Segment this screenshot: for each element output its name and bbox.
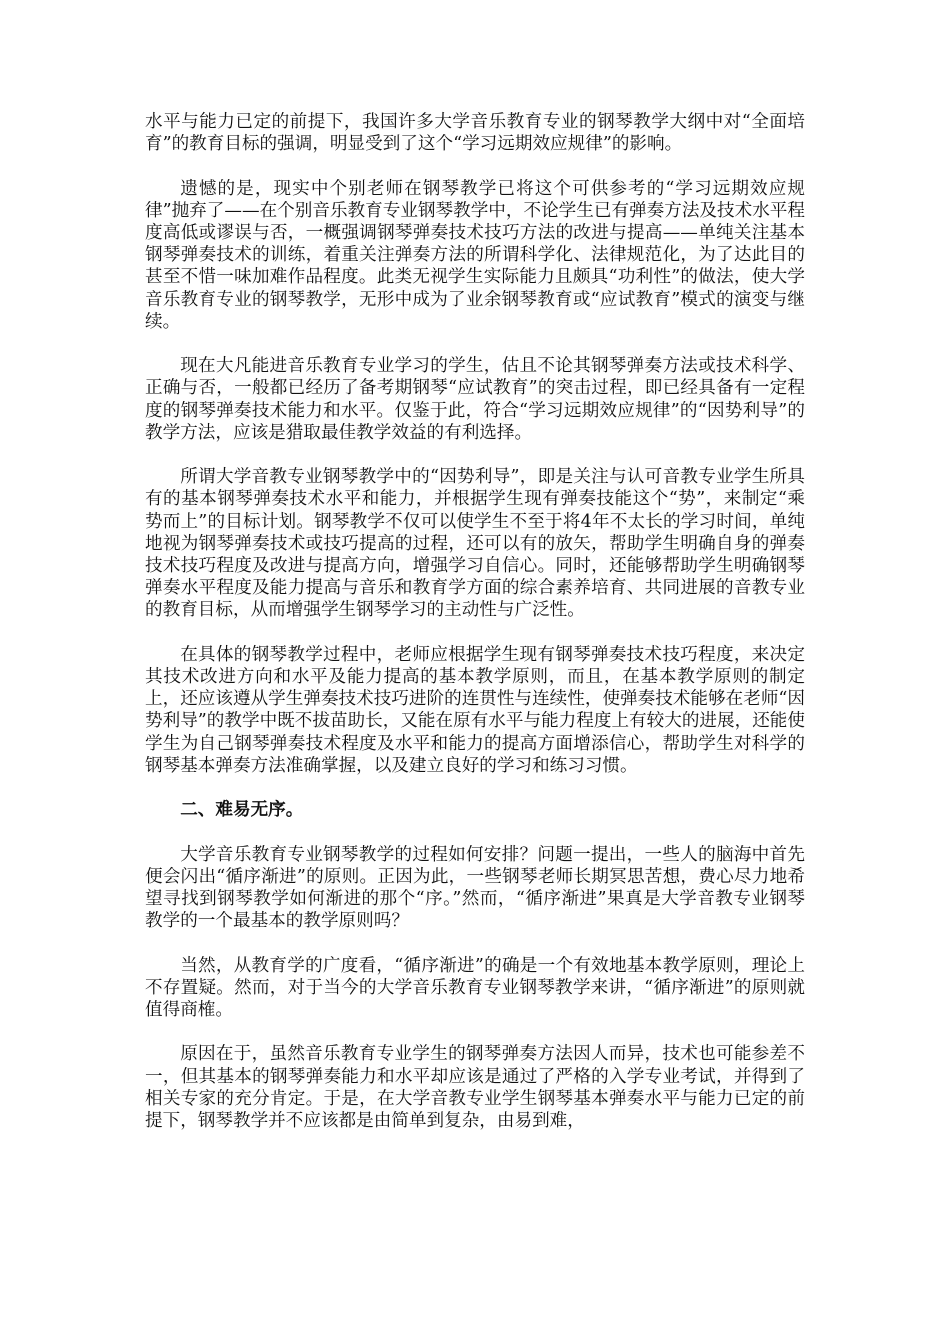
paragraph: 现在大凡能进音乐教育专业学习的学生，估且不论其钢琴弹奏方法或技术科学、正确与否，一般都已经历了备考期钢琴“应试教育”的突击过程，即已经具备有一定程度的钢琴弹奏技术能力和水平。仅鉴于此，符合“学习远期效应规律”的“因势利导”的教学方法，应该是猎取最佳教学效益的有利选择。: [145, 356, 805, 443]
section-heading: 二、难易无序。: [180, 799, 304, 821]
paragraph: 当然，从教育学的广度看，“循序渐进”的确是一个有效地基本教学原则，理论上不存置疑。然而，对于当今的大学音乐教育专业钢琴教学来讲，“循序渐进”的原则就值得商榷。: [145, 955, 805, 1021]
paragraph: 大学音乐教育专业钢琴教学的过程如何安排？问题一提出，一些人的脑海中首先便会闪出“循序渐进”的原则。正因为此，一些钢琴老师长期冥思苦想，费心尽力地希望寻找到钢琴教学如何渐进的那个“序。”然而，“循序渐进”果真是大学音教专业钢琴教学的一个最基本的教学原则吗？: [145, 844, 805, 932]
paragraph: 在具体的钢琴教学过程中，老师应根据学生现有钢琴弹奏技术技巧程度，来决定其技术改进方向和水平及能力提高的基本教学原则，而且，在基本教学原则的制定上，还应该遵从学生弹奏技术技巧进阶的连贯性与连续性，使弹奏技术能够在老师“因势利导”的教学中既不拔苗助长，又能在原有水平与能力程度上有较大的进展，还能使学生为自己钢琴弹奏技术程度及水平和能力的提高方面增添信心，帮助学生对科学的钢琴基本弹奏方法准确掌握，以及建立良好的学习和练习习惯。: [145, 644, 805, 776]
paragraph: 原因在于，虽然音乐教育专业学生的钢琴弹奏方法因人而异，技术也可能参差不一，但其基本的钢琴弹奏能力和水平却应该是通过了严格的入学专业考试，并得到了相关专家的充分肯定。于是，在大学音教专业学生钢琴基本弹奏水平与能力已定的前提下，钢琴教学并不应该都是由简单到复杂，由易到难，: [145, 1044, 805, 1132]
document-page: [145, 111, 805, 1154]
paragraph: 遗憾的是，现实中个别老师在钢琴教学已将这个可供参考的“学习远期效应规律”抛弃了——在个别音乐教育专业钢琴教学中，不论学生已有弹奏方法及技术水平程度高低或谬误与否，一概强调钢琴弹奏技术技巧方法的改进与提高——单纯关注基本钢琴弹奏技术的训练，着重关注弹奏方法的所谓科学化、法律规范化，为了达此目的甚至不惜一味加难作品程度。此类无视学生实际能力且颇具“功利性”的做法，使大学音乐教育专业的钢琴教学，无形中成为了业余钢琴教育或“应试教育”模式的演变与继续。: [145, 178, 805, 332]
paragraph-continuation: 水平与能力已定的前提下，我国许多大学音乐教育专业的钢琴教学大纲中对“全面培育”的教育目标的强调，明显受到了这个“学习远期效应规律”的影响。: [145, 112, 805, 155]
paragraph: 所谓大学音教专业钢琴教学中的“因势利导”，即是关注与认可音教专业学生所具有的基本钢琴弹奏技术水平和能力，并根据学生现有弹奏技能这个“势”，来制定“乘势而上”的目标计划。钢琴教学不仅可以使学生不至于将4年不太长的学习时间，单纯地视为钢琴弹奏技术或技巧提高的过程，还可以有的放矢，帮助学生明确自身的弹奏技术技巧程度及改进与提高方向，增强学习自信心。同时，还能够帮助学生明确钢琴弹奏水平程度及能力提高与音乐和教育学方面的综合素养培育、共同进展的音教专业的教育目标，从而增强学生钢琴学习的主动性与广泛性。: [145, 467, 805, 621]
